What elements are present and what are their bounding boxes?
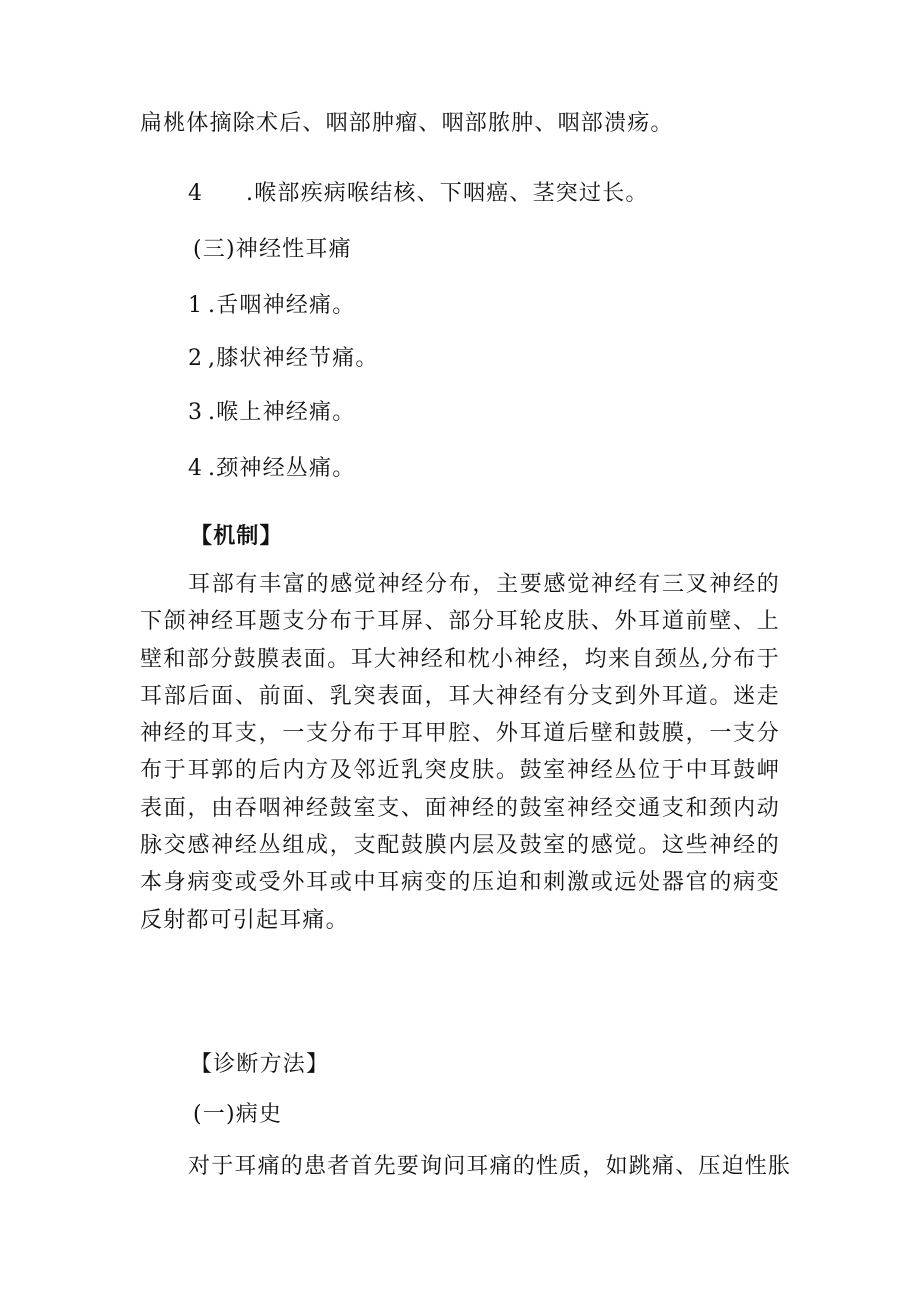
list-text: .颈神经丛痛。: [208, 456, 356, 481]
section-heading-mechanism: 【机制】: [190, 523, 283, 549]
list-number: 1: [188, 293, 204, 318]
list-number: 4: [188, 181, 204, 206]
list-item-throat-diseases: [188, 180, 828, 208]
list-item-1: [188, 292, 828, 320]
list-text: .喉上神经痛。: [208, 400, 356, 425]
section-heading-diagnosis: 【诊断方法】: [190, 1052, 330, 1077]
mechanism-paragraph: 耳部有丰富的感觉神经分布，主要感觉神经有三叉神经的下颌神经耳题支分布于耳屏、部分耳轮皮肤、外耳道前壁、上壁和部分鼓膜表面。耳大神经和枕小神经，均来自颈丛,分布于耳部后面、前面、乳突表面，耳大神经有分支到外耳道。迷走神经的耳支，一支分布于耳甲腔、外耳道后壁和鼓膜，一支分布于耳郭的后内方及邻近乳突皮肤。鼓室神经丛位于中耳鼓岬表面，由吞咽神经鼓室支、面神经的鼓室神经交通支和颈内动脉交感神经丛组成，支配鼓膜内层及鼓室的感觉。这些神经的本身病变或受外耳或中耳病变的压迫和刺激或远处器官的病变反射都可引起耳痛。: [140, 572, 780, 933]
list-text: .舌咽神经痛。: [208, 293, 356, 318]
list-number: 2: [188, 346, 204, 371]
subsection-heading-history: (一)病史: [193, 1102, 283, 1127]
list-text: ,膝状神经节痛。: [208, 346, 379, 371]
section-heading-neuralgic-otalgia: (三)神经性耳痛: [193, 237, 352, 262]
list-item-4: [188, 455, 828, 483]
list-item-3: [188, 399, 828, 427]
list-text: .喉部疾病喉结核、下咽癌、茎突过长。: [246, 181, 649, 206]
list-item-2: [188, 345, 828, 373]
history-paragraph: 对于耳痛的患者首先要询问耳痛的性质，如跳痛、压迫性胀: [188, 1154, 792, 1179]
list-number: 4: [188, 456, 204, 481]
list-number: 3: [188, 400, 204, 425]
text-line-continuation: 扁桃体摘除术后、咽部肿瘤、咽部脓肿、咽部溃疡。: [140, 111, 674, 136]
